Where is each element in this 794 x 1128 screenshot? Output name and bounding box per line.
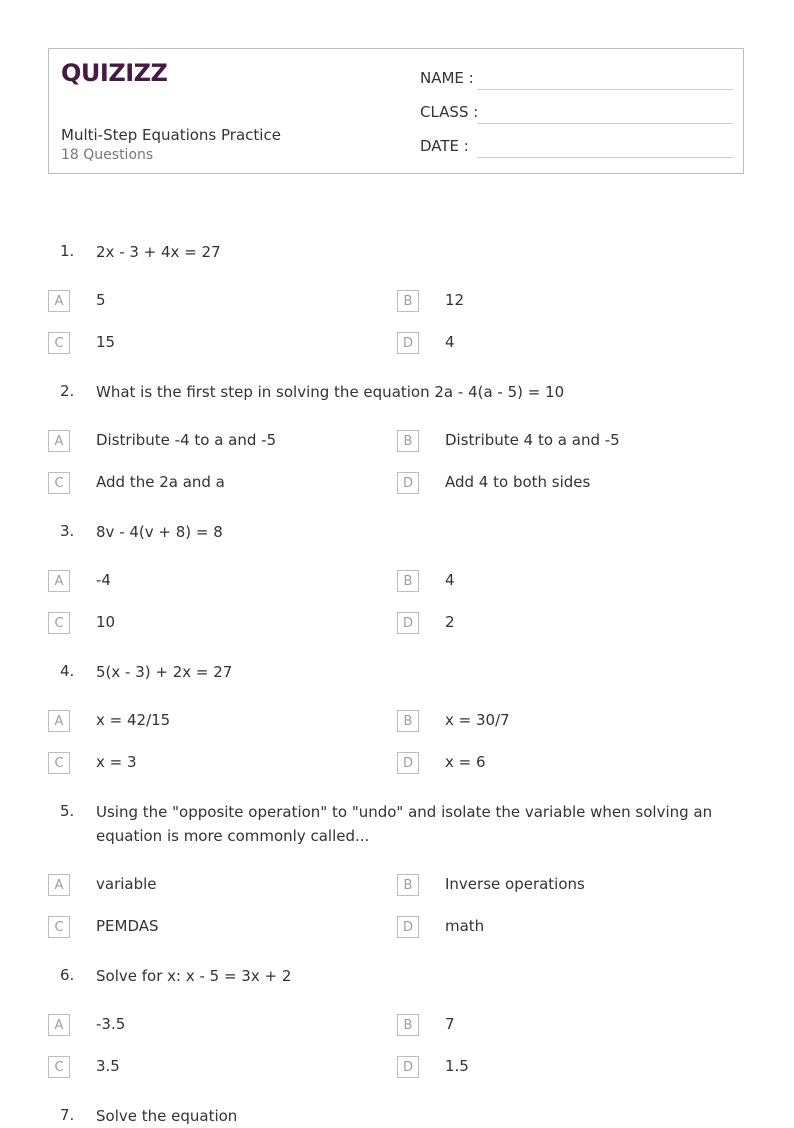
- option-text: x = 42/15: [96, 711, 171, 729]
- question-text: 8v - 4(v + 8) = 8: [96, 523, 223, 541]
- option-letter-badge: D: [397, 1056, 419, 1078]
- option-letter-badge: C: [48, 612, 70, 634]
- option-text: Distribute -4 to a and -5: [96, 431, 277, 449]
- question-text: Using the "opposite operation" to "undo" and isolate the variable when solving an equation is more commonly called...: [96, 803, 713, 845]
- question-text: 2x - 3 + 4x = 27: [96, 243, 221, 261]
- option-text: math: [445, 917, 485, 935]
- option-text: 2: [445, 613, 455, 631]
- date-line: [477, 157, 733, 158]
- option-letter-badge: A: [48, 290, 70, 312]
- option-text: 3.5: [96, 1057, 120, 1075]
- class-label: CLASS :: [420, 103, 479, 121]
- option-text: Add 4 to both sides: [445, 473, 591, 491]
- date-label: DATE :: [420, 137, 469, 155]
- option-letter-badge: B: [397, 710, 419, 732]
- question-number: 4.: [60, 662, 75, 680]
- question-number: 5.: [60, 802, 75, 820]
- option-letter-badge: A: [48, 874, 70, 896]
- option-letter-badge: B: [397, 290, 419, 312]
- option-letter-badge: C: [48, 332, 70, 354]
- option-letter-badge: B: [397, 874, 419, 896]
- question-text: Solve the equation: [96, 1107, 238, 1125]
- option-letter-badge: B: [397, 1014, 419, 1036]
- option-letter-badge: C: [48, 916, 70, 938]
- option-letter-badge: A: [48, 570, 70, 592]
- option-text: -3.5: [96, 1015, 126, 1033]
- name-label: NAME :: [420, 69, 474, 87]
- question-count: 18 Questions: [61, 147, 154, 163]
- option-text: Inverse operations: [445, 875, 585, 893]
- option-text: variable: [96, 875, 157, 893]
- option-letter-badge: D: [397, 332, 419, 354]
- option-letter-badge: D: [397, 612, 419, 634]
- question-text: 5(x - 3) + 2x = 27: [96, 663, 233, 681]
- option-text: 4: [445, 571, 455, 589]
- worksheet-header: [48, 48, 744, 174]
- option-text: x = 3: [96, 753, 137, 771]
- question-number: 1.: [60, 242, 75, 260]
- option-letter-badge: A: [48, 1014, 70, 1036]
- option-text: 5: [96, 291, 106, 309]
- option-text: x = 30/7: [445, 711, 510, 729]
- option-letter-badge: C: [48, 752, 70, 774]
- worksheet-title: Multi-Step Equations Practice: [61, 126, 281, 144]
- option-text: Distribute 4 to a and -5: [445, 431, 620, 449]
- option-text: 12: [445, 291, 465, 309]
- option-letter-badge: D: [397, 752, 419, 774]
- question-number: 7.: [60, 1106, 75, 1124]
- question-text: Solve for x: x - 5 = 3x + 2: [96, 967, 292, 985]
- option-text: x = 6: [445, 753, 486, 771]
- class-line: [477, 123, 733, 124]
- option-letter-badge: C: [48, 1056, 70, 1078]
- option-letter-badge: A: [48, 430, 70, 452]
- name-line: [477, 89, 733, 90]
- option-text: 1.5: [445, 1057, 469, 1075]
- option-letter-badge: D: [397, 916, 419, 938]
- option-text: Add the 2a and a: [96, 473, 225, 491]
- question-text: What is the first step in solving the equation 2a - 4(a - 5) = 10: [96, 383, 565, 401]
- option-letter-badge: D: [397, 472, 419, 494]
- option-text: PEMDAS: [96, 917, 159, 935]
- option-text: 7: [445, 1015, 455, 1033]
- option-text: -4: [96, 571, 111, 589]
- option-letter-badge: C: [48, 472, 70, 494]
- option-letter-badge: B: [397, 570, 419, 592]
- question-number: 6.: [60, 966, 75, 984]
- question-number: 3.: [60, 522, 75, 540]
- option-text: 4: [445, 333, 455, 351]
- option-letter-badge: A: [48, 710, 70, 732]
- option-text: 15: [96, 333, 116, 351]
- question-number: 2.: [60, 382, 75, 400]
- quizizz-logo: QUIZIZZ: [61, 59, 168, 87]
- option-text: 10: [96, 613, 116, 631]
- option-letter-badge: B: [397, 430, 419, 452]
